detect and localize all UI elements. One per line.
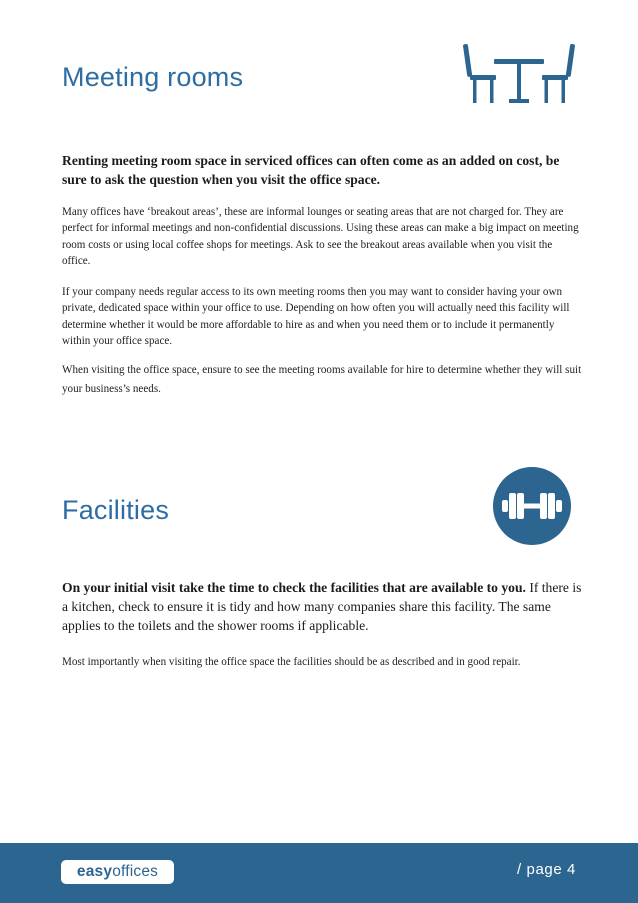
meeting-rooms-paragraph-3: When visiting the office space, ensure to see the meeting rooms available for hire to determine whether they will suit your business’s needs.	[62, 364, 582, 395]
meeting-rooms-paragraph-2: If your company needs regular access to its own meeting rooms then you may want to consider having your own private, dedicated space within your office to use. Depending on how often you will actually need this facility will determine whether it would be more affordable to hire as and when you need them or to include it permanently within your office space.	[62, 286, 570, 347]
facilities-lead: On your initial visit take the time to check the facilities that are available to you. If there is a kitchen, check to ensure it is tidy and how many companies share this facility. The same applies to the toilets and the shower rooms if applicable.	[62, 580, 582, 633]
facilities-title: Facilities	[62, 495, 170, 525]
facilities-paragraph-1: Most importantly when visiting the office space the facilities should be as described and in good repair.	[62, 656, 521, 668]
easyoffices-logo: easyoffices	[61, 860, 174, 884]
page-number: / page 4	[516, 861, 576, 878]
meeting-rooms-paragraph-1: Many offices have ‘breakout areas’, these are informal lounges or seating areas that are not charged for. They are perfect for informal meetings and non-confidential discussions. Using these areas can make a big impact on meeting room costs or using local coffee shops for meetings. Ask to see the breakout areas available when you visit the office.	[62, 206, 579, 267]
dumbbell-icon	[493, 467, 571, 545]
table-chairs-icon	[463, 42, 575, 104]
meeting-rooms-lead: Renting meeting room space in serviced offices can often come as an added on cost, be sure to ask the question when you visit the office space.	[62, 153, 560, 187]
meeting-rooms-title: Meeting rooms	[62, 62, 244, 92]
